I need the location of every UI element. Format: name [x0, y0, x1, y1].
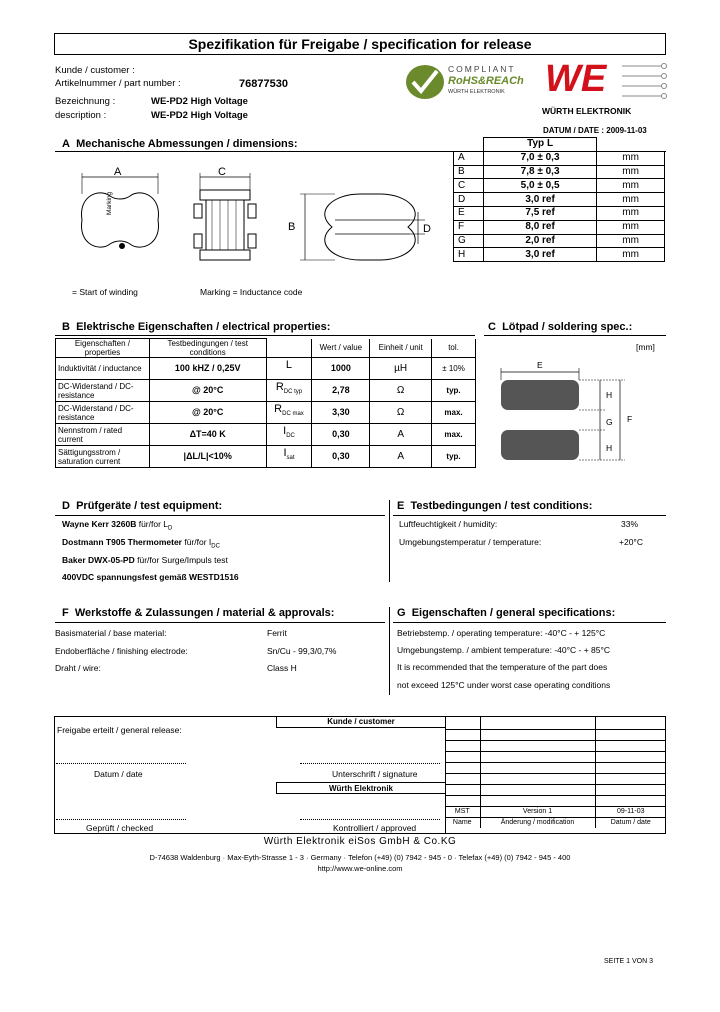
table-row: Name Änderung / modification Datum / date — [445, 817, 666, 828]
general-release-label: Freigabe erteilt / general release: — [57, 725, 182, 735]
humidity-label: Luftfeuchtigkeit / humidity: — [399, 519, 498, 529]
part-number: 76877530 — [239, 78, 288, 90]
table-row: DC-Widerstand / DC-resistance @ 20°C $R_{DC max}$ 3,30 Ω max. — [56, 402, 476, 424]
legend-marking: Marking = Inductance code — [200, 287, 303, 297]
dim-label-a: A — [114, 166, 122, 178]
table-row: C 5,0 ± 0,5 mm — [454, 179, 665, 193]
page-number: SEITE 1 VON 3 — [604, 958, 654, 965]
base-material-value: Ferrit — [267, 628, 287, 638]
dimensions-table — [453, 137, 665, 262]
we-logo-letters: WE — [545, 58, 607, 100]
we-logo — [540, 60, 670, 116]
we-company-name: WÜRTH ELEKTRONIK — [542, 106, 632, 116]
date-dotline — [56, 763, 186, 764]
table-row: DC-Widerstand / DC-resistance @ 20°C $R_{DC typ}$ 2,78 Ω typ. — [56, 380, 476, 402]
section-d-title: D Prüfgeräte / test equipment: — [62, 500, 223, 512]
bezeichnung-label: Bezeichnung : — [55, 96, 116, 107]
pad-label-g: G — [606, 417, 613, 427]
revision-table — [445, 716, 666, 828]
wire-value: Class H — [267, 663, 297, 673]
dim-label-c: C — [218, 166, 226, 178]
section-g-title: G Eigenschaften / general specifications: — [397, 607, 616, 619]
description-label: description : — [55, 110, 107, 121]
dim-label-b: B — [288, 221, 296, 233]
table-row — [445, 795, 666, 806]
table-row — [445, 762, 666, 773]
dim-table-header — [454, 138, 665, 152]
spec-line-1: Betriebstemp. / operating temperature: -40°C - + 125°C — [397, 628, 606, 638]
table-row: B 7,8 ± 0,3 mm — [454, 165, 665, 179]
section-e-rule — [393, 515, 666, 516]
fg-divider — [389, 607, 390, 695]
section-g-rule — [393, 622, 666, 623]
table-row: MST Version 1 09-11-03 — [445, 806, 666, 817]
table-row: Nennstrom / rated current ΔT=40 K $I_{DC}$ 0,30 A max. — [56, 424, 476, 446]
date: DATUM / DATE : 2009-11-03 — [543, 126, 647, 135]
base-material-label: Basismaterial / base material: — [55, 628, 167, 638]
rohs-compliant-logo — [404, 62, 532, 102]
type-label: Typ L — [483, 138, 596, 152]
pad-label-e: E — [537, 360, 543, 370]
table-row — [445, 773, 666, 784]
table-row — [445, 729, 666, 740]
rohs-line3: WÜRTH ELEKTRONIK — [448, 89, 505, 95]
table-row: H 3,0 ref mm — [454, 248, 665, 262]
description-value: WE-PD2 High Voltage — [151, 110, 248, 121]
table-row: G 2,0 ref mm — [454, 234, 665, 248]
table-row: Induktivität / inductance 100 kHZ / 0,25V L 1000 µH ± 10% — [56, 358, 476, 380]
table-row: E 7,5 ref mm — [454, 206, 665, 220]
rohs-line1: COMPLIANT — [448, 64, 516, 74]
pad-label-h-bottom: H — [606, 443, 613, 453]
electrical-table-header: Eigenschaften / properties Testbedingungen / test conditions Wert / value Einheit / unit tol. — [56, 339, 476, 358]
table-row: F 8,0 ref mm — [454, 220, 665, 234]
temperature-label: Umgebungstemperatur / temperature: — [399, 537, 542, 547]
table-row — [445, 784, 666, 795]
footer-company: Würth Elektronik eiSos GmbH & Co.KG — [263, 836, 457, 847]
rohs-line2: RoHS&REACh — [448, 75, 524, 87]
section-f-rule — [55, 622, 385, 623]
checked-dotline — [56, 819, 186, 820]
finishing-electrode-value: Sn/Cu - 99,3/0,7% — [267, 646, 337, 656]
equipment-4: 400VDC spannungsfest gemäß WESTD1516 — [62, 572, 239, 582]
dim-label-d: D — [423, 223, 431, 235]
table-row: Sättigungsstrom / saturation current |ΔL/L|<10% $I_{sat}$ 0,30 A typ. — [56, 446, 476, 468]
marking-label: Marking — [106, 191, 113, 215]
section-b-title: B Elektrische Eigenschaften / electrical properties: — [62, 321, 331, 333]
de-divider — [389, 500, 390, 582]
equipment-3: Baker DWX-05-PD für/for Surge/Impuls test — [62, 555, 228, 565]
section-c-title: C Lötpad / soldering spec.: — [488, 321, 633, 333]
electrical-table — [55, 338, 476, 468]
pad-label-f: F — [627, 414, 633, 424]
soldering-unit: [mm] — [636, 342, 655, 352]
spec-line-3: It is recommended that the temperature of the part does — [397, 662, 608, 672]
bezeichnung-value: WE-PD2 High Voltage — [151, 96, 248, 107]
equipment-2: Dostmann T905 Thermometer für/for $I_{DC}$ — [62, 537, 220, 550]
dimension-drawing — [60, 160, 440, 280]
section-e-title: E Testbedingungen / test conditions: — [397, 500, 593, 512]
section-b-rule — [55, 335, 475, 336]
signature-label: Unterschrift / signature — [332, 769, 418, 779]
spec-line-4: not exceed 125°C under worst case operating conditions — [397, 680, 611, 690]
spec-line-2: Umgebungstemp. / ambient temperature: -40°C - + 85°C — [397, 645, 611, 655]
legend-start-winding: = Start of winding — [72, 287, 138, 297]
wire-label: Draht / wire: — [55, 663, 101, 673]
page-title: Spezifikation für Freigabe / specification for release — [54, 33, 666, 55]
we-logo-lines-icon — [622, 62, 668, 102]
table-row: D 3,0 ref mm — [454, 193, 665, 207]
finishing-electrode-label: Endoberfläche / finishing electrode: — [55, 646, 188, 656]
footer-address: D-74638 Waldenburg · Max-Eyth-Strasse 1 - 3 · Germany · Telefon (+49) (0) 7942 - 945 - 0 · Telefax (+49) (0) 7942 - 945 - 400 — [149, 853, 571, 862]
equipment-1: Wayne Kerr 3260B für/for $L_D$ — [62, 519, 173, 532]
checked-label: Geprüft / checked — [86, 823, 154, 833]
approved-dotline — [300, 819, 440, 820]
footer-url: http://www.we-online.com — [317, 864, 403, 873]
customer-label: Kunde / customer : — [55, 65, 135, 76]
pad-label-h-top: H — [606, 390, 613, 400]
customer-header: Kunde / customer — [276, 716, 446, 728]
temperature-value: +20°C — [619, 537, 643, 547]
table-row: A 7,0 ± 0,3 mm — [454, 151, 665, 165]
section-a-title: A Mechanische Abmessungen / dimensions: — [62, 138, 298, 150]
table-row — [445, 751, 666, 762]
approved-label: Kontrolliert / approved — [333, 823, 417, 833]
humidity-value: 33% — [621, 519, 639, 529]
section-d-rule — [55, 515, 385, 516]
section-c-rule — [484, 335, 666, 336]
table-row — [445, 716, 666, 729]
section-f-title: F Werkstoffe & Zulassungen / material & approvals: — [62, 607, 335, 619]
part-number-label: Artikelnummer / part number : — [55, 78, 181, 89]
we-header: Würth Elektronik — [276, 782, 446, 794]
date-label: Datum / date — [94, 769, 143, 779]
table-row — [445, 740, 666, 751]
signature-dotline — [300, 763, 440, 764]
start-winding-dot-icon — [119, 243, 125, 249]
soldering-pad-drawing — [495, 360, 645, 470]
